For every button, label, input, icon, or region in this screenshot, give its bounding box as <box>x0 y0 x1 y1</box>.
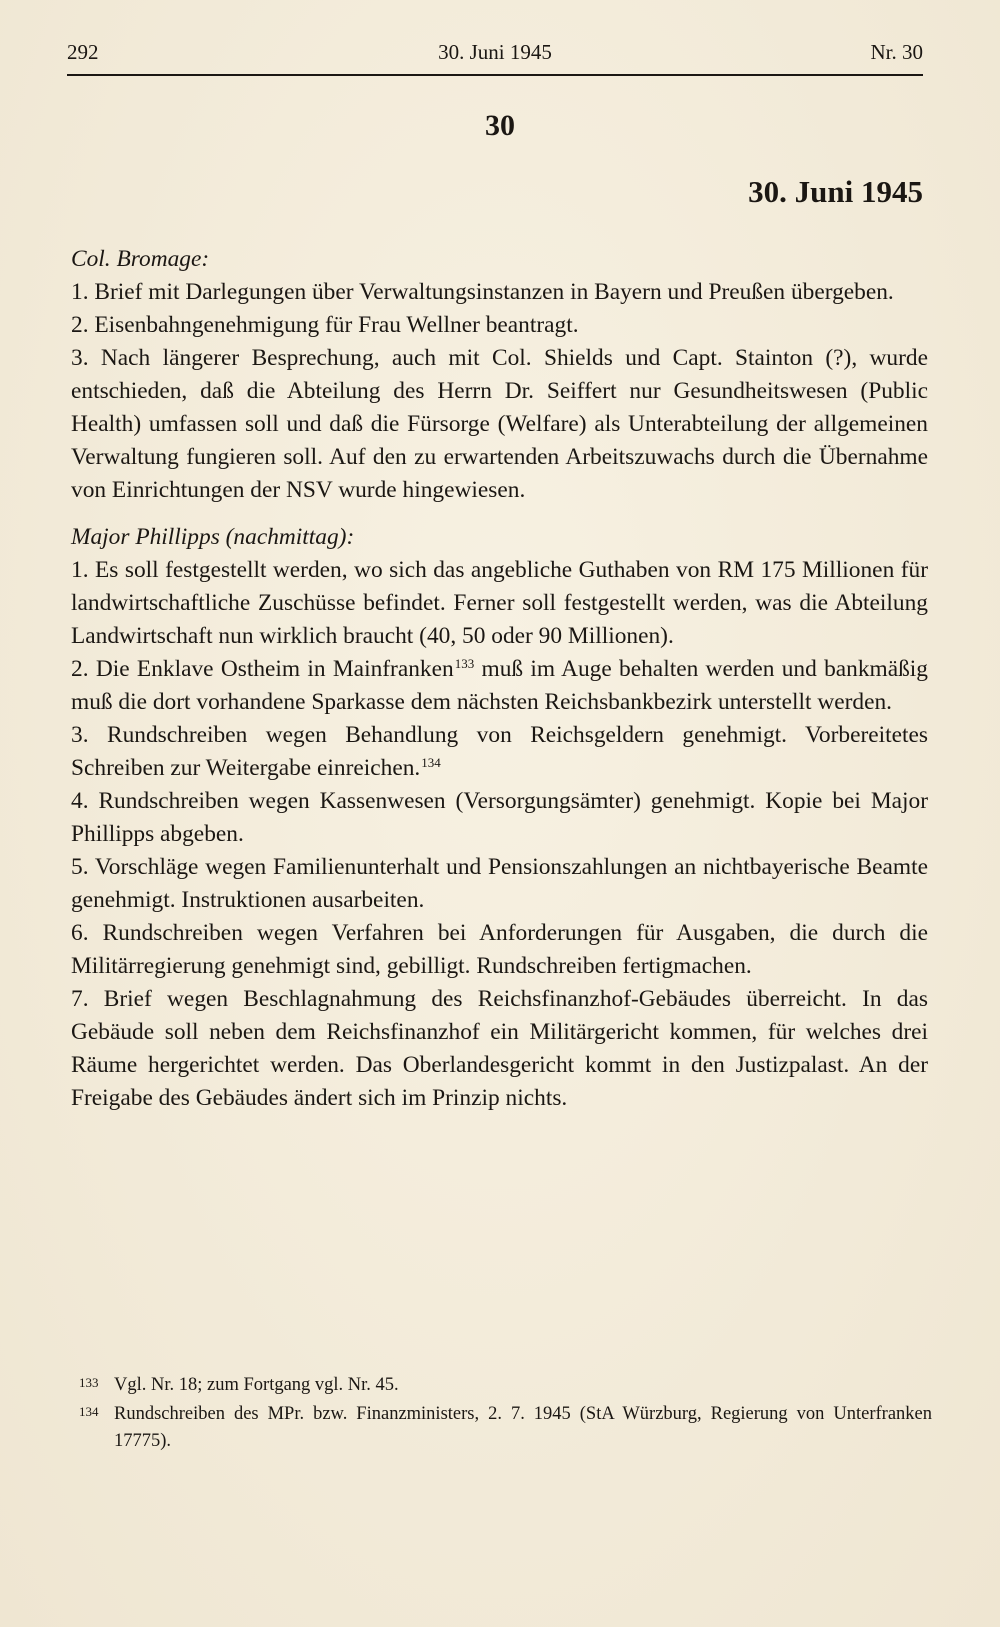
section-speaker: Col. Bromage: <box>71 246 210 272</box>
footnote-number: 134 <box>79 1404 99 1419</box>
footnote <box>76 1401 932 1455</box>
header-rule <box>67 74 923 76</box>
item-text: 2. Die Enklave Ostheim in Mainfranken <box>71 656 454 682</box>
header-document-ref: Nr. 30 <box>870 40 923 64</box>
item-text: 2. Eisenbahngenehmigung für Frau Wellner beantragt. <box>71 312 579 338</box>
section-gap <box>71 507 928 521</box>
list-item <box>71 276 928 309</box>
item-text-tail: muß im Auge behalten werden und bankmäßig muß die dort vorhandene Sparkasse dem nächsten Reichsbankbezirk unterstellt werden. <box>71 656 929 715</box>
document-date: 30. Juni 1945 <box>748 174 923 209</box>
section-speaker: Major Phillipps (nachmittag): <box>71 524 355 550</box>
footnote-ref: 134 <box>421 755 441 770</box>
list-item <box>71 719 928 785</box>
item-text: 4. Rundschreiben wegen Kassenwesen (Versorgungsämter) genehmigt. Kopie bei Major Phillipps abgeben. <box>71 788 928 847</box>
footnote <box>76 1372 932 1399</box>
list-item <box>71 917 928 983</box>
footnotes <box>76 1372 932 1457</box>
document-number: 30 <box>485 109 515 142</box>
footnote-ref: 133 <box>454 656 475 671</box>
item-text: 5. Vorschläge wegen Familienunterhalt und Pensionszahlungen an nichtbayerische Beamte genehmigt. Instruktionen ausarbeiten. <box>71 854 928 913</box>
item-text: 7. Brief wegen Beschlagnahmung des Reichsfinanzhof-Gebäudes überreicht. In das Gebäude soll neben dem Reichsfinanzhof ein Militärgericht kommen, für welches drei Räume hergerichtet werden. Das Oberlandesgericht kommt in den Justizpalast. An der Freigabe des Gebäudes ändert sich im Prinzip nichts. <box>71 986 928 1111</box>
item-text: 1. Es soll festgestellt werden, wo sich das angebliche Guthaben von RM 175 Millionen für landwirtschaftliche Zuschüsse befindet. Ferner soll festgestellt werden, was die Abteilung Landwirtschaft nun wirklich braucht (40, 50 oder 90 Millionen). <box>71 557 928 649</box>
item-text: 3. Nach längerer Besprechung, auch mit Col. Shields und Capt. Stainton (?), wurde entschieden, daß die Abteilung des Herrn Dr. Seiffert nur Gesundheitswesen (Public Health) umfassen soll und daß die Fürsorge (Welfare) als Unterabteilung der allgemeinen Verwaltung fungieren soll. Auf den zu erwartenden Arbeitszuwachs durch die Übernahme von Einrichtungen der NSV wurde hingewiesen. <box>71 345 928 503</box>
list-item <box>71 342 928 507</box>
item-text: 3. Rundschreiben wegen Behandlung von Reichsgeldern genehmigt. Vorbereitetes Schreiben zur Weitergabe einreichen. <box>71 722 928 781</box>
footnote-number: 133 <box>79 1375 99 1390</box>
header-date: 30. Juni 1945 <box>438 40 552 64</box>
document-body <box>71 243 928 1115</box>
list-item <box>71 785 928 851</box>
list-item <box>71 309 928 342</box>
list-item <box>71 983 928 1115</box>
list-item <box>71 851 928 917</box>
running-header <box>67 40 923 74</box>
item-text: 6. Rundschreiben wegen Verfahren bei Anforderungen für Ausgaben, die durch die Militärregierung genehmigt sind, gebilligt. Rundschreiben fertigmachen. <box>71 920 928 979</box>
list-item <box>71 554 928 653</box>
item-text: 1. Brief mit Darlegungen über Verwaltungsinstanzen in Bayern und Preußen übergeben. <box>71 279 894 305</box>
footnote-text: Vgl. Nr. 18; zum Fortgang vgl. Nr. 45. <box>114 1375 399 1395</box>
page-number: 292 <box>67 40 99 64</box>
list-item <box>71 653 928 719</box>
footnote-text: Rundschreiben des MPr. bzw. Finanzministers, 2. 7. 1945 (StA Würzburg, Regierung von Unterfranken 17775). <box>114 1404 932 1451</box>
